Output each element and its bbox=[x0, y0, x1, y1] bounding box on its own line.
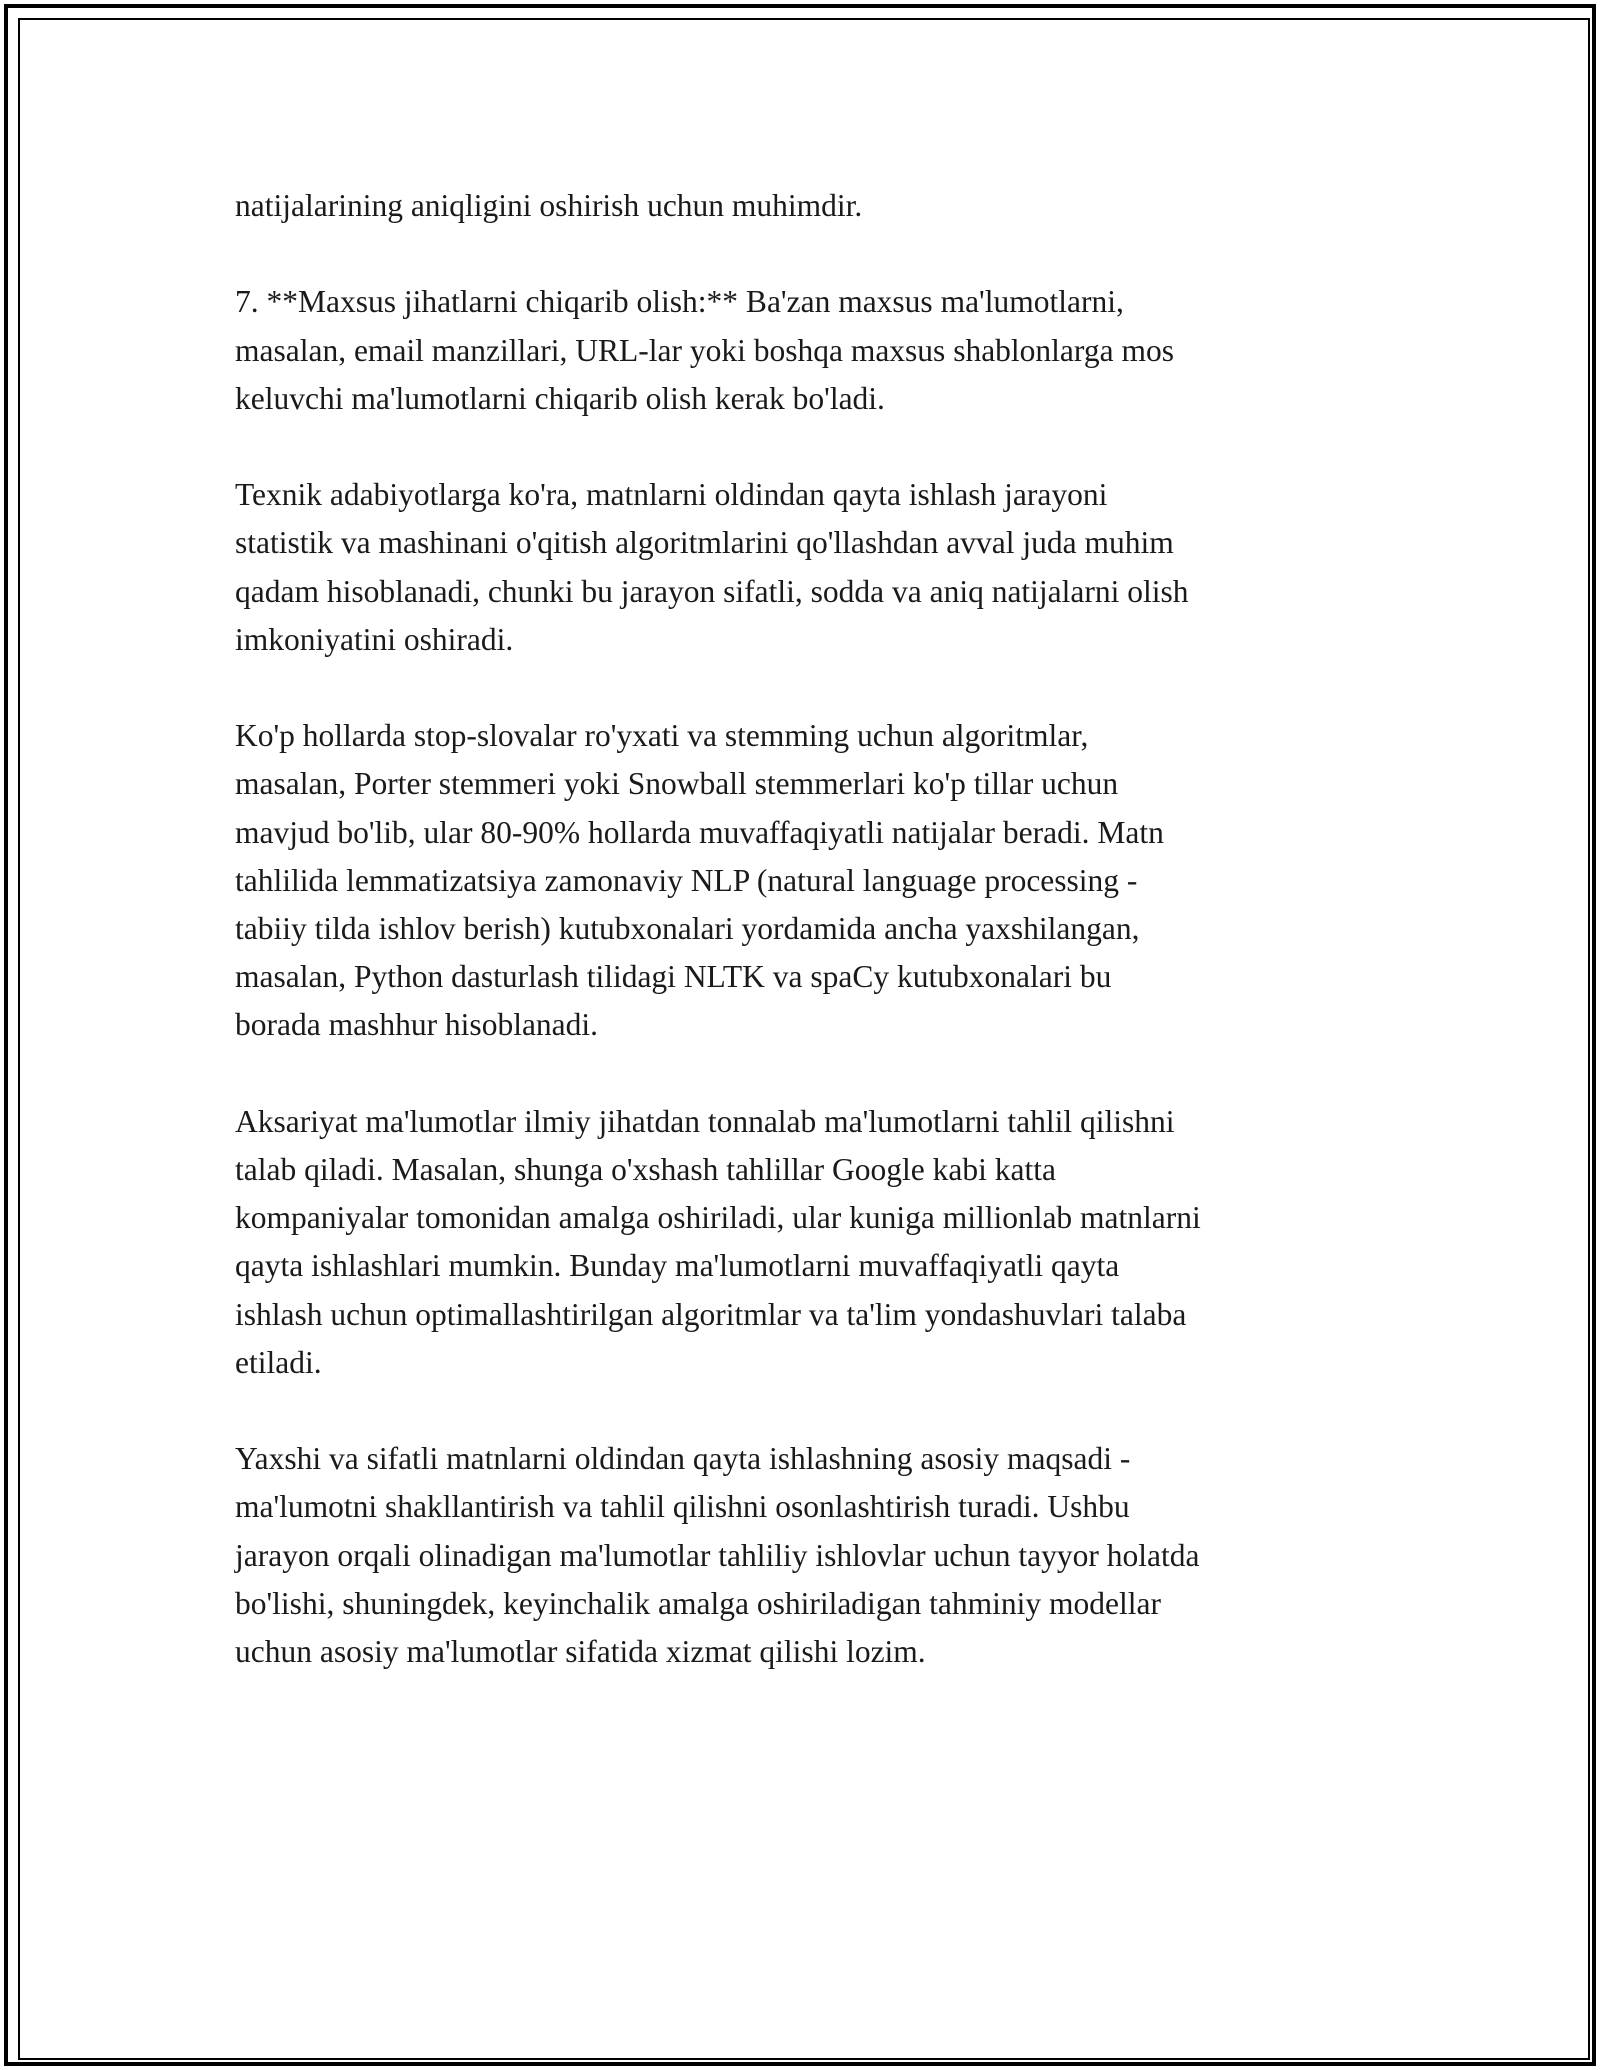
paragraph-continuation: natijalarining aniqligini oshirish uchun muhimdir. bbox=[235, 188, 863, 223]
paragraph-list-item-7: 7. **Maxsus jihatlarni chiqarib olish:** Ba'zan maxsus ma'lumotlarni, masalan, email manzillari, URL-lar yoki boshqa maxsus shablonlarga mos keluvchi ma'lumotlarni chiqarib olish kerak bo'ladi. bbox=[235, 284, 1174, 416]
paragraph-stemming: Ko'p hollarda stop-slovalar ro'yxati va stemming uchun algoritmlar, masalan, Porter stemmeri yoki Snowball stemmerlari ko'p tillar uchun mavjud bo'lib, ular 80-90% hollarda muvaffaqiyatli natijalar beradi. Matn tahlilida lemmatizatsiya zamonaviy NLP (natural language processing - tabiiy tilda ishlov berish) kutubxonalari yordamida ancha yaxshilangan, masalan, Python dasturlash tilidagi NLTK va spaCy kutubxonalari bu borada mashhur hisoblanadi. bbox=[235, 718, 1164, 1043]
paragraph-technical-literature: Texnik adabiyotlarga ko'ra, matnlarni oldindan qayta ishlash jarayoni statistik va mashinani o'qitish algoritmlarini qo'llashdan avval juda muhim qadam hisoblanadi, chunki bu jarayon sifatli, sodda va aniq natijalarni olish imkoniyatini oshiradi. bbox=[235, 477, 1189, 657]
document-body bbox=[235, 182, 1365, 1724]
paragraph-conclusion: Yaxshi va sifatli matnlarni oldindan qayta ishlashning asosiy maqsadi - ma'lumotni shakllantirish va tahlil qilishni osonlashtirish turadi. Ushbu jarayon orqali olinadigan ma'lumotlar tahliliy ishlovlar uchun tayyor holatda bo'lishi, shuningdek, keyinchalik amalga oshiriladigan tahminiy modellar uchun asosiy ma'lumotlar sifatida xizmat qilishi lozim. bbox=[235, 1441, 1200, 1670]
paragraph-big-data: Aksariyat ma'lumotlar ilmiy jihatdan tonnalab ma'lumotlarni tahlil qilishni talab qiladi. Masalan, shunga o'xshash tahlillar Google kabi katta kompaniyalar tomonidan amalga oshiriladi, ular kuniga millionlab matnlarni qayta ishlashlari mumkin. Bunday ma'lumotlarni muvaffaqiyatli qayta ishlash uchun optimallashtirilgan algoritmlar va ta'lim yondashuvlari talaba etiladi. bbox=[235, 1103, 1201, 1380]
